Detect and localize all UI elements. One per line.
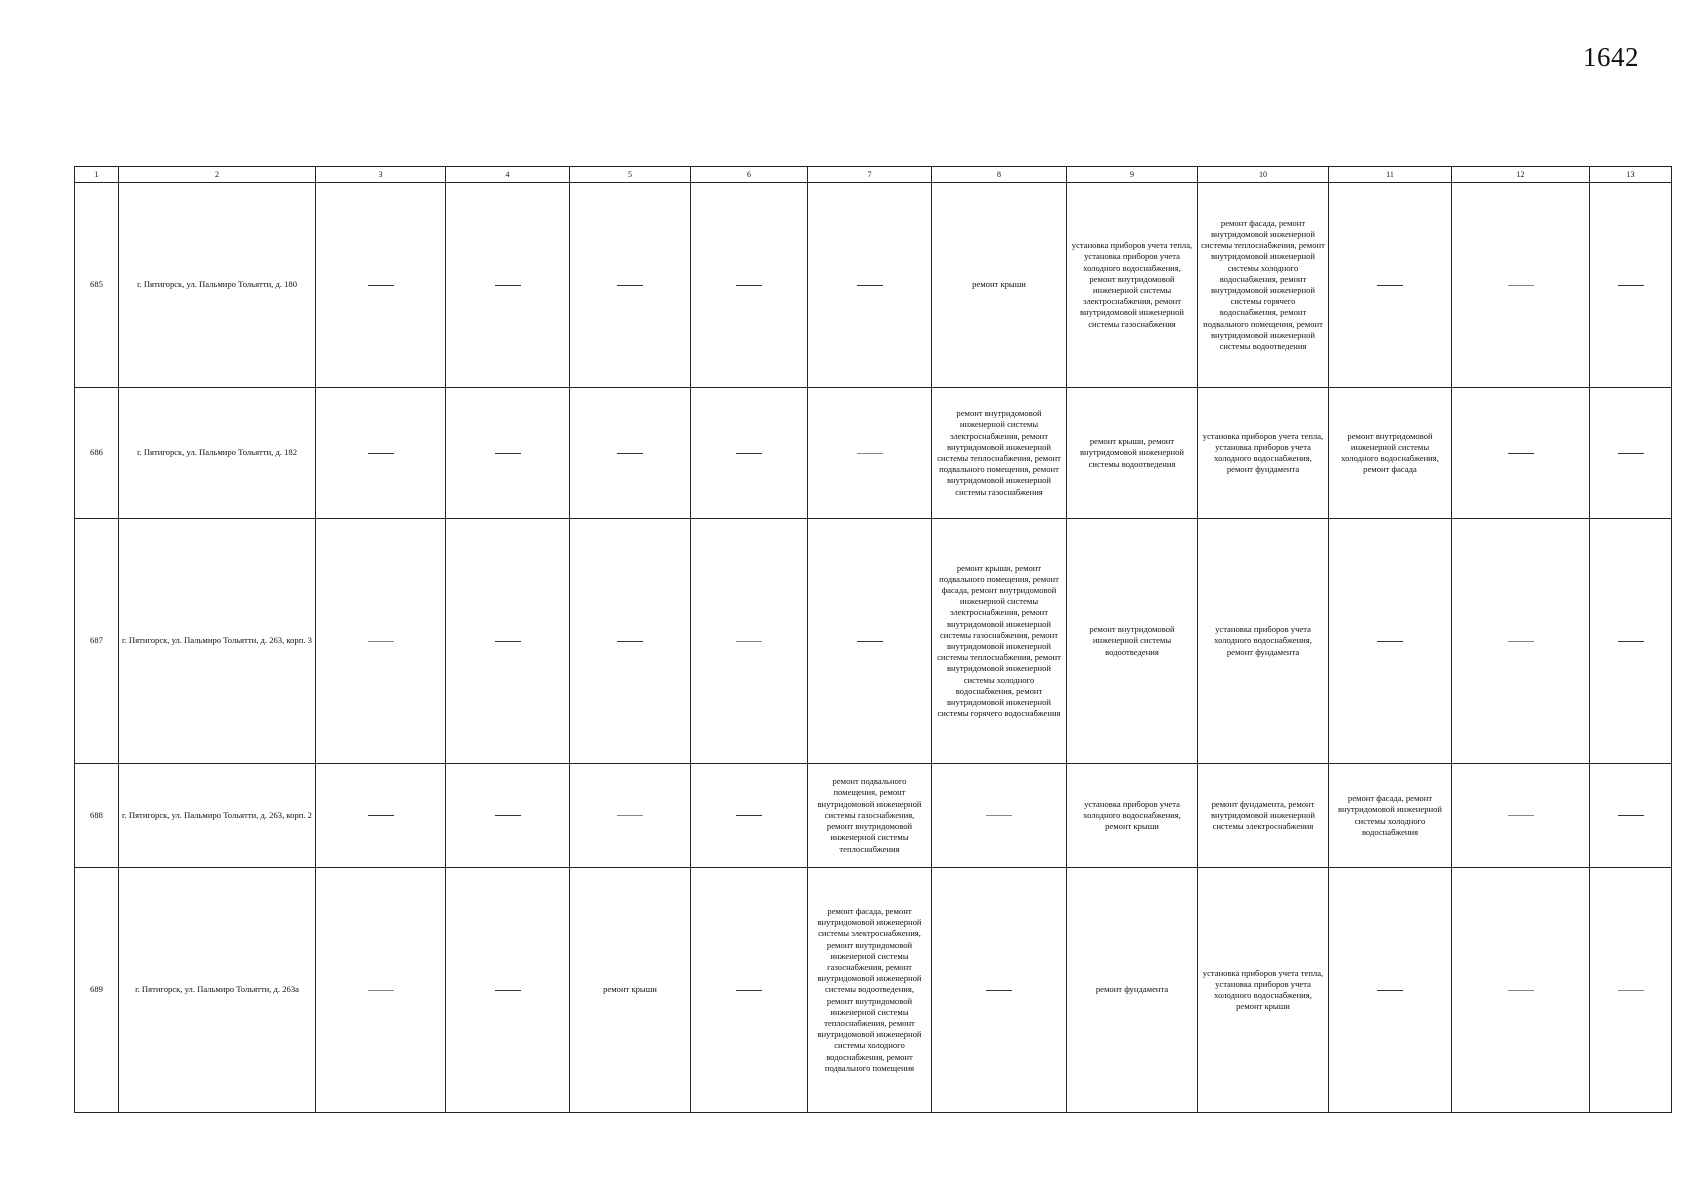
column-header: 12: [1452, 167, 1590, 183]
work-cell: установка приборов учета тепла, установка приборов учета холодного водоснабжения, ремонт внутридомовой инженерной системы электроснабжения, ремонт внутридомовой инженерной системы газоснабжения: [1067, 183, 1198, 388]
empty-cell: [932, 868, 1067, 1113]
dash-mark: [368, 990, 394, 991]
empty-cell: [1590, 519, 1672, 764]
dash-mark: [736, 990, 762, 991]
empty-cell: [446, 764, 570, 868]
work-cell: установка приборов учета холодного водоснабжения, ремонт фундамента: [1198, 519, 1329, 764]
dash-mark: [1377, 990, 1403, 991]
address-cell: г. Пятигорск, ул. Пальмиро Тольятти, д. 263, корп. 2: [119, 764, 316, 868]
empty-cell: [1590, 388, 1672, 519]
table-row: [75, 764, 1672, 868]
work-cell: ремонт крыши, ремонт подвального помещения, ремонт фасада, ремонт внутридомовой инженерной системы электроснабжения, ремонт внутридомовой инженерной системы газоснабжения, ремонт внутридомовой инженерной системы теплоснабжения, ремонт внутридомовой инженерной системы холодного водоснабжения, ремонт внутридомовой инженерной системы горячего водоснабжения: [932, 519, 1067, 764]
empty-cell: [570, 183, 691, 388]
table-row: [75, 388, 1672, 519]
dash-mark: [736, 815, 762, 816]
work-cell: ремонт фундамента, ремонт внутридомовой инженерной системы электроснабжения: [1198, 764, 1329, 868]
empty-cell: [316, 868, 446, 1113]
address-cell: г. Пятигорск, ул. Пальмиро Тольятти, д. 263а: [119, 868, 316, 1113]
work-cell: ремонт крыши: [570, 868, 691, 1113]
dash-mark: [368, 285, 394, 286]
empty-cell: [1452, 868, 1590, 1113]
column-header: 2: [119, 167, 316, 183]
dash-mark: [1508, 453, 1534, 454]
empty-cell: [316, 388, 446, 519]
work-cell: ремонт фасада, ремонт внутридомовой инженерной системы холодного водоснабжения: [1329, 764, 1452, 868]
capital-repair-table: [74, 166, 1672, 1113]
dash-mark: [1618, 453, 1644, 454]
address-cell: г. Пятигорск, ул. Пальмиро Тольятти, д. 182: [119, 388, 316, 519]
empty-cell: [570, 388, 691, 519]
dash-mark: [495, 285, 521, 286]
page-number: 1642: [1583, 42, 1639, 72]
dash-mark: [495, 990, 521, 991]
work-cell: ремонт фасада, ремонт внутридомовой инженерной системы теплоснабжения, ремонт внутридомовой инженерной системы холодного водоснабжения, ремонт внутридомовой инженерной системы горячего водоснабжения, ремонт подвального помещения, ремонт внутридомовой инженерной системы водоотведения: [1198, 183, 1329, 388]
empty-cell: [1452, 388, 1590, 519]
column-header: 5: [570, 167, 691, 183]
work-cell: ремонт внутридомовой инженерной системы электроснабжения, ремонт внутридомовой инженерной системы теплоснабжения, ремонт подвального помещения, ремонт внутридомовой инженерной системы газоснабжения: [932, 388, 1067, 519]
empty-cell: [316, 519, 446, 764]
row-number: 689: [75, 868, 119, 1113]
empty-cell: [1590, 868, 1672, 1113]
empty-cell: [316, 764, 446, 868]
column-header: 4: [446, 167, 570, 183]
dash-mark: [495, 453, 521, 454]
dash-mark: [1618, 285, 1644, 286]
work-cell: установка приборов учета тепла, установка приборов учета холодного водоснабжения, ремонт фундамента: [1198, 388, 1329, 519]
dash-mark: [986, 815, 1012, 816]
empty-cell: [808, 519, 932, 764]
dash-mark: [368, 641, 394, 642]
empty-cell: [1452, 519, 1590, 764]
work-cell: ремонт фасада, ремонт внутридомовой инженерной системы электроснабжения, ремонт внутридомовой инженерной системы газоснабжения, ремонт внутридомовой инженерной системы водоотведения, ремонт внутридомовой инженерной системы теплоснабжения, ремонт внутридомовой инженерной системы холодного водоснабжения, ремонт подвального помещения: [808, 868, 932, 1113]
column-header: 8: [932, 167, 1067, 183]
address-cell: г. Пятигорск, ул. Пальмиро Тольятти, д. 180: [119, 183, 316, 388]
column-header: 3: [316, 167, 446, 183]
dash-mark: [1618, 815, 1644, 816]
empty-cell: [691, 183, 808, 388]
dash-mark: [1377, 641, 1403, 642]
column-header: 11: [1329, 167, 1452, 183]
row-number: 686: [75, 388, 119, 519]
column-header: 1: [75, 167, 119, 183]
dash-mark: [368, 453, 394, 454]
empty-cell: [691, 868, 808, 1113]
dash-mark: [1508, 990, 1534, 991]
empty-cell: [1452, 183, 1590, 388]
column-header: 13: [1590, 167, 1672, 183]
column-header: 7: [808, 167, 932, 183]
empty-cell: [1590, 764, 1672, 868]
dash-mark: [368, 815, 394, 816]
empty-cell: [691, 519, 808, 764]
dash-mark: [857, 641, 883, 642]
table-row: [75, 519, 1672, 764]
empty-cell: [1452, 764, 1590, 868]
column-header: 6: [691, 167, 808, 183]
dash-mark: [495, 815, 521, 816]
dash-mark: [1377, 285, 1403, 286]
empty-cell: [691, 388, 808, 519]
work-cell: установка приборов учета тепла, установка приборов учета холодного водоснабжения, ремонт крыши: [1198, 868, 1329, 1113]
empty-cell: [1329, 519, 1452, 764]
empty-cell: [446, 519, 570, 764]
dash-mark: [1508, 815, 1534, 816]
empty-cell: [446, 868, 570, 1113]
empty-cell: [932, 764, 1067, 868]
work-cell: ремонт внутридомовой инженерной системы холодного водоснабжения, ремонт фасада: [1329, 388, 1452, 519]
row-number: 685: [75, 183, 119, 388]
dash-mark: [1508, 285, 1534, 286]
dash-mark: [617, 285, 643, 286]
work-cell: ремонт крыши, ремонт внутридомовой инженерной системы водоотведения: [1067, 388, 1198, 519]
empty-cell: [446, 388, 570, 519]
empty-cell: [570, 519, 691, 764]
empty-cell: [808, 388, 932, 519]
dash-mark: [1508, 641, 1534, 642]
address-cell: г. Пятигорск, ул. Пальмиро Тольятти, д. 263, корп. 3: [119, 519, 316, 764]
dash-mark: [986, 990, 1012, 991]
empty-cell: [1329, 183, 1452, 388]
table-row: [75, 183, 1672, 388]
dash-mark: [857, 453, 883, 454]
dash-mark: [617, 641, 643, 642]
empty-cell: [446, 183, 570, 388]
column-header: 9: [1067, 167, 1198, 183]
dash-mark: [617, 453, 643, 454]
empty-cell: [1590, 183, 1672, 388]
row-number: 687: [75, 519, 119, 764]
dash-mark: [736, 641, 762, 642]
dash-mark: [736, 453, 762, 454]
row-number: 688: [75, 764, 119, 868]
empty-cell: [808, 183, 932, 388]
dash-mark: [495, 641, 521, 642]
work-cell: установка приборов учета холодного водоснабжения, ремонт крыши: [1067, 764, 1198, 868]
work-cell: ремонт внутридомовой инженерной системы водоотведения: [1067, 519, 1198, 764]
empty-cell: [1329, 868, 1452, 1113]
column-header: 10: [1198, 167, 1329, 183]
dash-mark: [1618, 990, 1644, 991]
dash-mark: [1618, 641, 1644, 642]
dash-mark: [736, 285, 762, 286]
empty-cell: [316, 183, 446, 388]
table-row: [75, 868, 1672, 1113]
empty-cell: [570, 764, 691, 868]
empty-cell: [691, 764, 808, 868]
dash-mark: [857, 285, 883, 286]
work-cell: ремонт фундамента: [1067, 868, 1198, 1113]
dash-mark: [617, 815, 643, 816]
work-cell: ремонт подвального помещения, ремонт внутридомовой инженерной системы газоснабжения, ремонт внутридомовой инженерной системы теплоснабжения: [808, 764, 932, 868]
work-cell: ремонт крыши: [932, 183, 1067, 388]
column-number-row: [75, 167, 1672, 183]
